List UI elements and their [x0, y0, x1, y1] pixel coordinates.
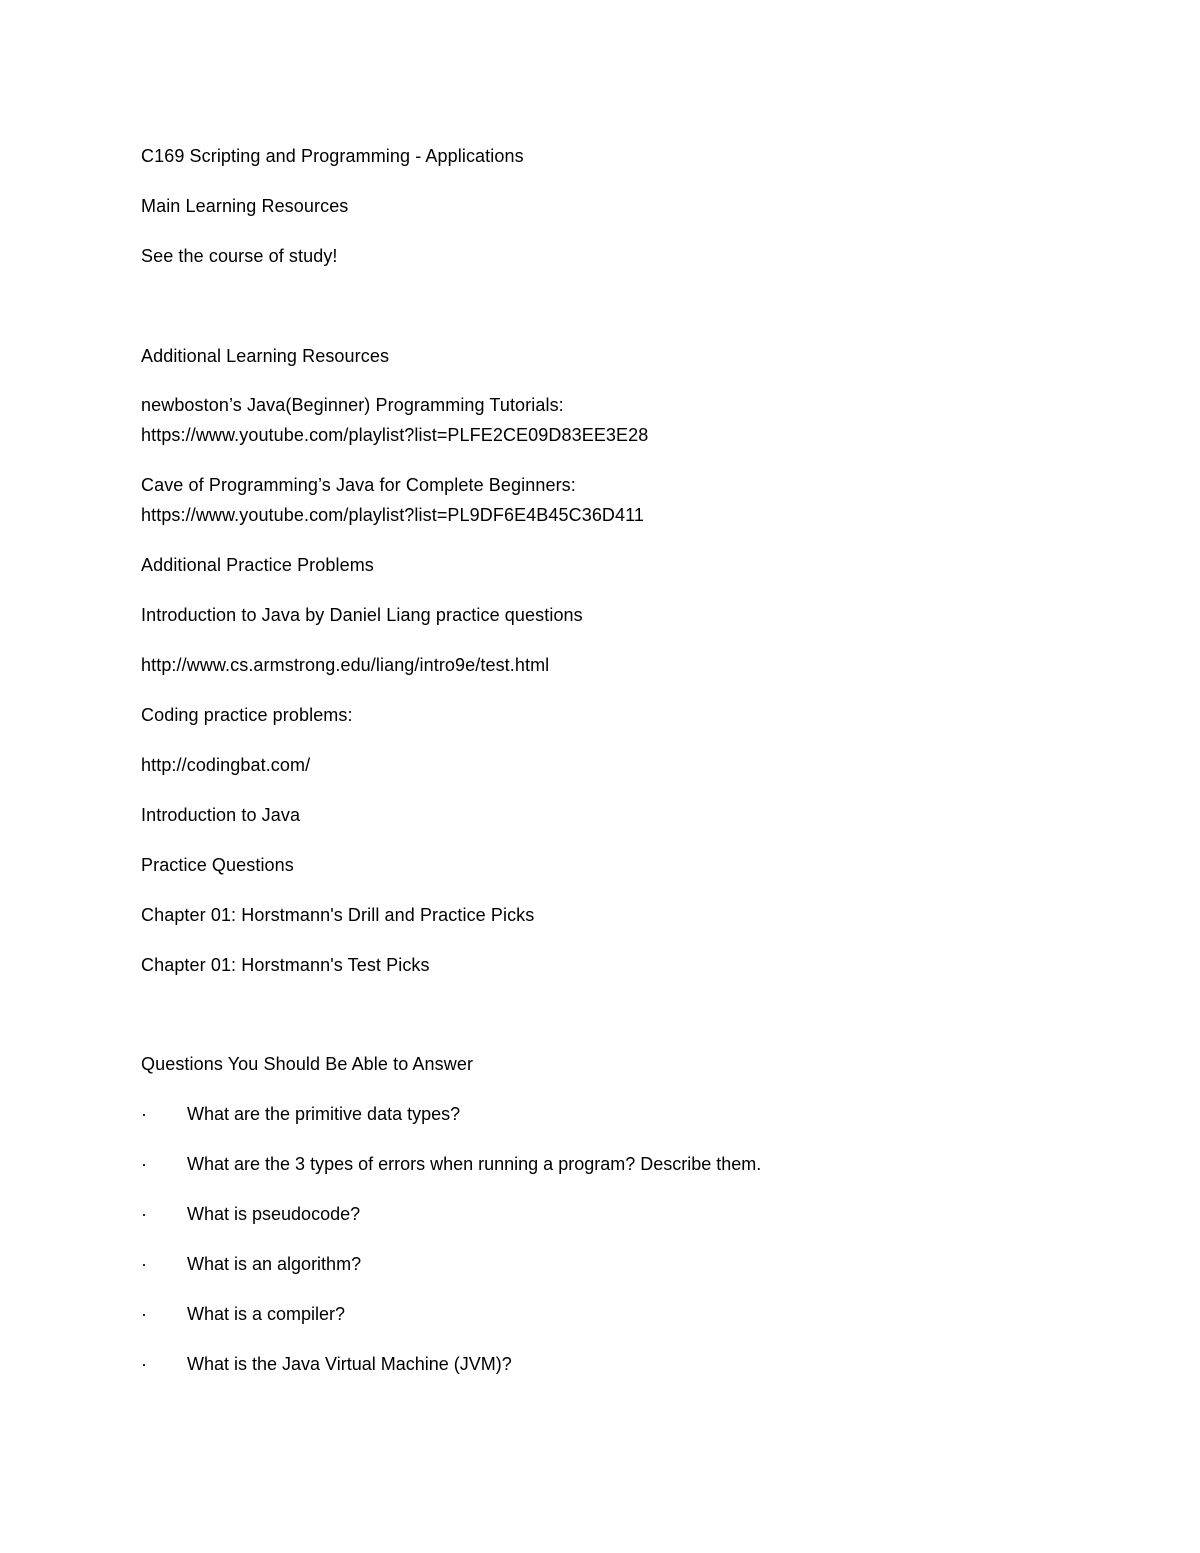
resource-link[interactable]: https://www.youtube.com/playlist?list=PL9DF6E4B45C36D411	[141, 505, 645, 525]
bullet-icon: ·	[141, 1304, 147, 1324]
practice-item: Introduction to Java	[141, 805, 301, 825]
bullet-icon: ·	[141, 1354, 147, 1374]
practice-link[interactable]: http://codingbat.com/	[141, 755, 311, 775]
bullet-icon: ·	[141, 1254, 147, 1274]
practice-item: Practice Questions	[141, 855, 294, 875]
resource-link[interactable]: https://www.youtube.com/playlist?list=PLFE2CE09D83EE3E28	[141, 425, 649, 445]
question-item: What is pseudocode?	[187, 1204, 361, 1224]
main-resources-note: See the course of study!	[141, 246, 338, 266]
questions-heading: Questions You Should Be Able to Answer	[141, 1054, 474, 1074]
bullet-icon: ·	[141, 1204, 147, 1224]
practice-item: Chapter 01: Horstmann's Drill and Practice Picks	[141, 905, 535, 925]
question-item: What are the primitive data types?	[187, 1104, 461, 1124]
document-title: C169 Scripting and Programming - Applications	[141, 146, 524, 166]
resource-label: Cave of Programming’s Java for Complete Beginners:	[141, 475, 576, 495]
question-item: What is a compiler?	[187, 1304, 346, 1324]
practice-item: Introduction to Java by Daniel Liang practice questions	[141, 605, 583, 625]
question-item: What are the 3 types of errors when running a program? Describe them.	[187, 1154, 762, 1174]
bullet-icon: ·	[141, 1154, 147, 1174]
question-item: What is the Java Virtual Machine (JVM)?	[187, 1354, 512, 1374]
main-resources-heading: Main Learning Resources	[141, 196, 349, 216]
practice-link[interactable]: http://www.cs.armstrong.edu/liang/intro9e/test.html	[141, 655, 550, 675]
practice-problems-heading: Additional Practice Problems	[141, 555, 374, 575]
question-item: What is an algorithm?	[187, 1254, 362, 1274]
resource-label: newboston’s Java(Beginner) Programming Tutorials:	[141, 395, 564, 415]
practice-item: Coding practice problems:	[141, 705, 353, 725]
practice-item: Chapter 01: Horstmann's Test Picks	[141, 955, 430, 975]
bullet-icon: ·	[141, 1104, 147, 1124]
additional-resources-heading: Additional Learning Resources	[141, 346, 390, 366]
